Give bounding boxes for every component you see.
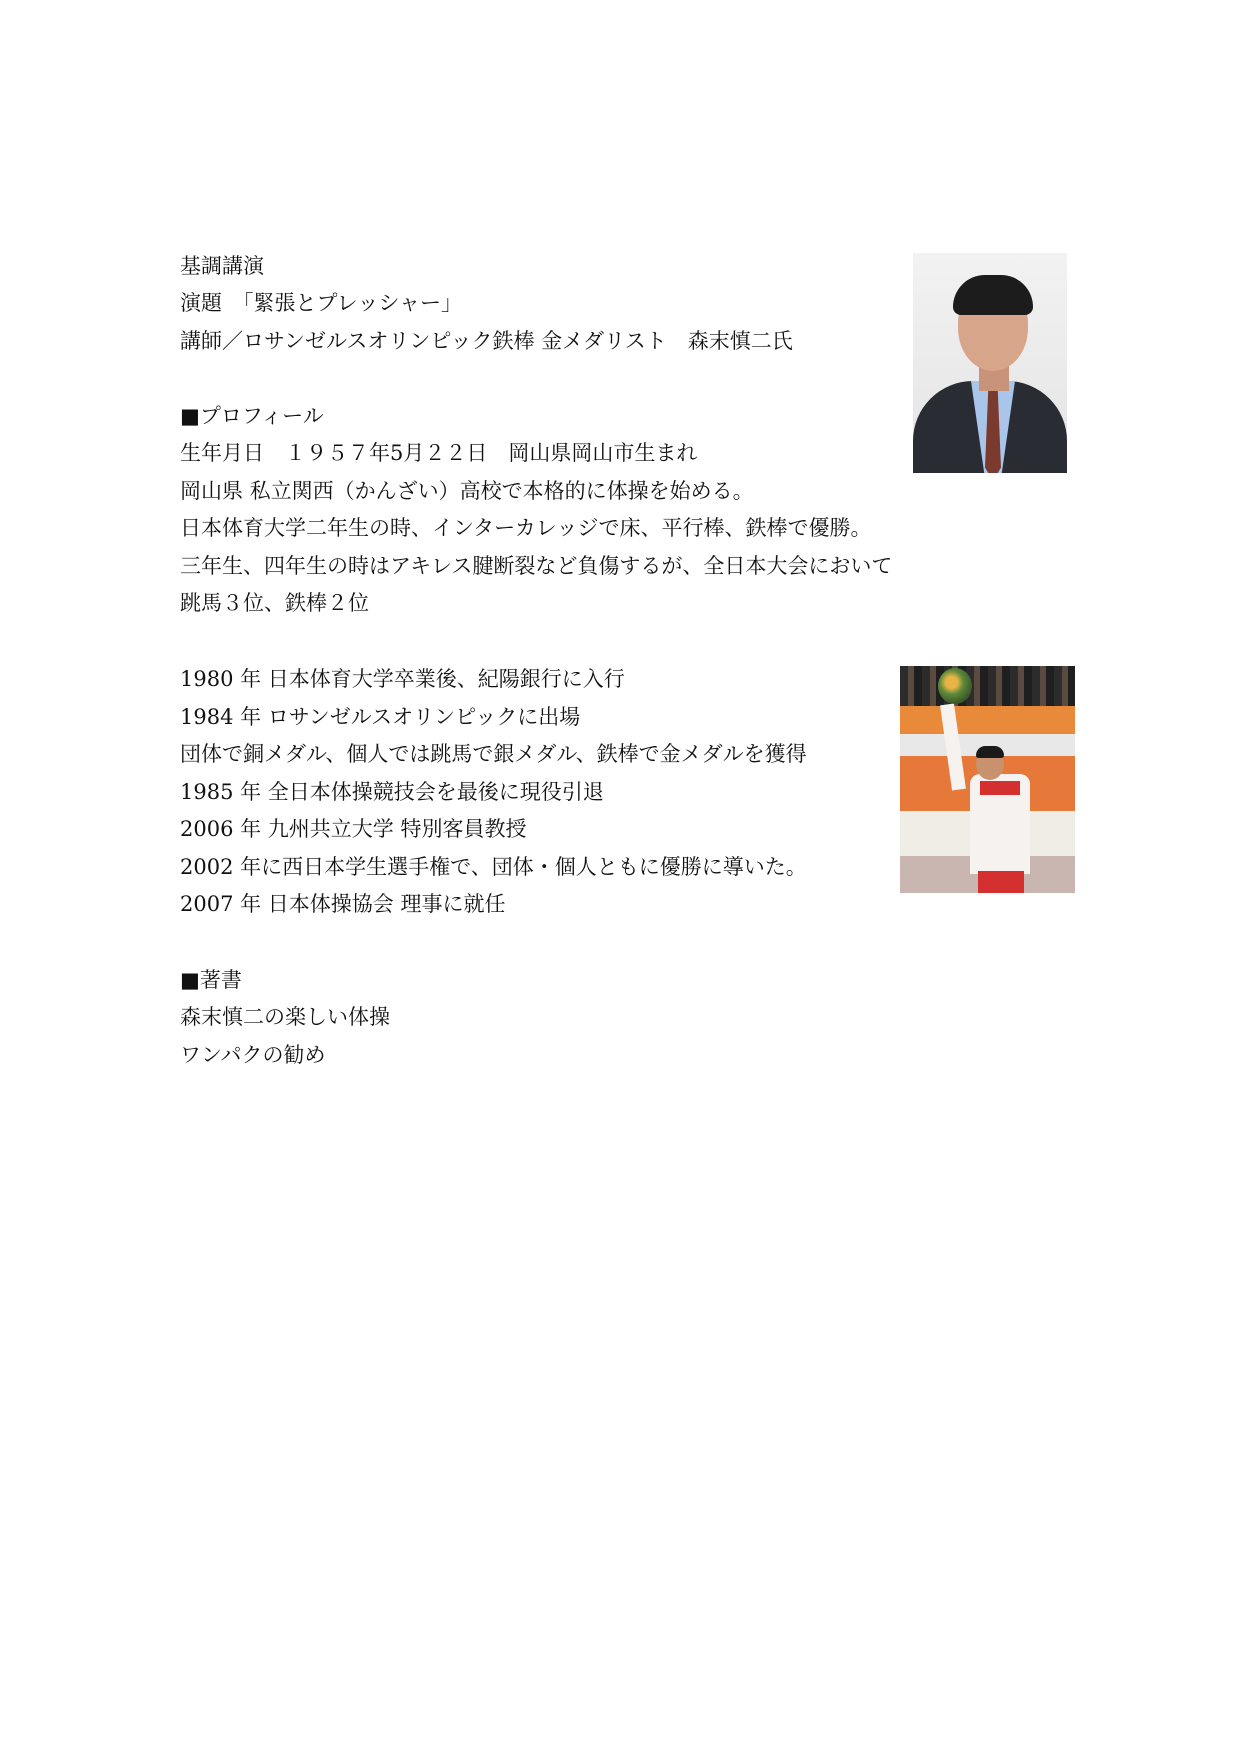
history-line: 2007 年 日本体操協会 理事に就任 (180, 892, 506, 916)
lecture-speaker: 講師／ロサンゼルスオリンピック鉄棒 金メダリスト 森末慎二氏 (180, 329, 793, 353)
books-heading: ■著書 (180, 968, 242, 992)
profile-line: 岡山県 私立関西（かんざい）高校で本格的に体操を始める。 (180, 479, 754, 503)
lecture-heading: 基調講演 (180, 254, 264, 278)
profile-line: 跳馬３位、鉄棒２位 (180, 591, 369, 615)
history-line: 団体で銅メダル、個人では跳馬で銀メダル、鉄棒で金メダルを獲得 (180, 742, 807, 766)
speaker-portrait-photo (913, 253, 1067, 473)
history-line: 1984 年 ロサンゼルスオリンピックに出場 (180, 705, 581, 729)
profile-line: 日本体育大学二年生の時、インターカレッジで床、平行棒、鉄棒で優勝。 (180, 516, 872, 540)
history-line: 2002 年に西日本学生選手権で、団体・個人ともに優勝に導いた。 (180, 855, 807, 879)
profile-line: 生年月日 １９５７年5月２２日 岡山県岡山市生まれ (180, 441, 698, 465)
history-line: 1980 年 日本体育大学卒業後、紀陽銀行に入行 (180, 667, 625, 691)
lecture-title: 演題 「緊張とプレッシャー」 (180, 291, 463, 315)
olympic-medal-photo (900, 666, 1075, 893)
book-title: 森末慎二の楽しい体操 (180, 1005, 390, 1029)
history-line: 2006 年 九州共立大学 特別客員教授 (180, 817, 527, 841)
profile-heading: ■プロフィール (180, 404, 324, 428)
history-line: 1985 年 全日本体操競技会を最後に現役引退 (180, 780, 604, 804)
book-title: ワンパクの勧め (180, 1043, 326, 1067)
profile-line: 三年生、四年生の時はアキレス腱断裂など負傷するが、全日本大会において (180, 554, 893, 578)
